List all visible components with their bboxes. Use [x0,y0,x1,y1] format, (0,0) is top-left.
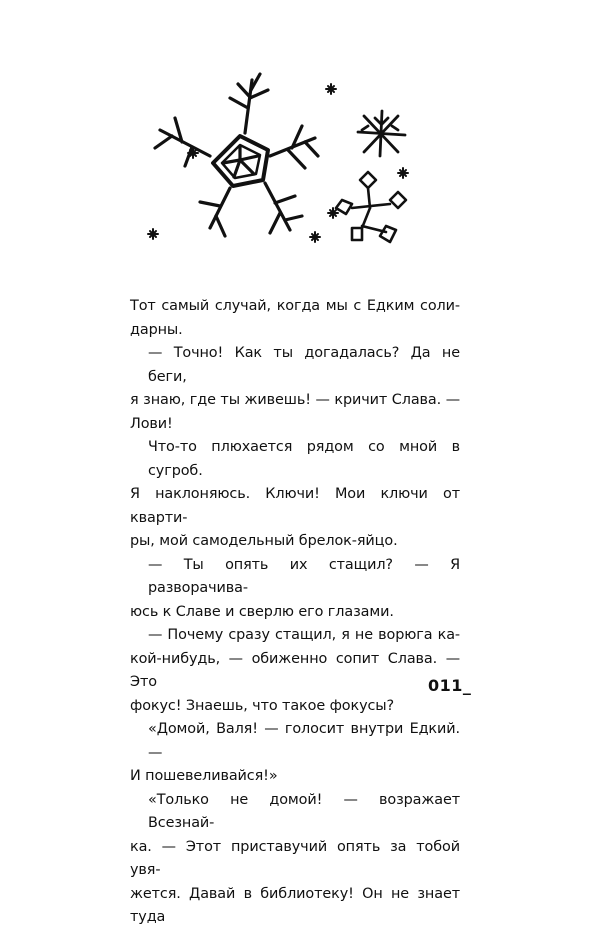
text-line: ры, мой самодельный брелок-яйцо. [130,533,398,549]
page-number: 011_ [428,676,472,695]
text-line: ка. — Этот приставучий опять за тобой увя- [130,838,460,878]
text-line: Я наклоняюсь. Ключи! Мои ключи от кварти- [130,486,460,526]
text-line: И пошевеливайся!» [130,768,278,784]
text-line: фокус! Знаешь, что такое фокусы? [130,697,395,714]
snowflakes-illustration [130,68,460,253]
crystal-snowflake-icon [336,172,406,242]
text-line: жется. Давай в библиотеку! Он не знает туда [130,885,460,925]
small-snowflake-icon [358,111,405,156]
text-line: — Точно! Как ты догадалась? Да не беги, [148,345,460,385]
text-line: дарны. [130,321,183,338]
text-line: «Только не домой! — возражает Всезнай- [148,791,460,831]
text-line: кой-нибудь, — обиженно сопит Слава. — Это [130,650,460,690]
text-line: — Ты опять их стащил? — Я разворачива- [148,556,460,596]
text-line: «Домой, Валя! — голосит внутри Едкий. — [148,721,460,761]
text-line: Что-то плюхается рядом со мной в сугроб. [148,439,460,479]
text-line: юсь к Славе и сверлю его глазами. [130,603,394,620]
big-snowflake-icon [155,74,318,236]
text-line: — Почему сразу стащил, я не ворюга ка- [148,627,460,643]
text-line: Тот самый случай, когда мы с Едким соли- [130,298,460,314]
text-line: Лови! [130,415,173,432]
text-line: я знаю, где ты живешь! — кричит Слава. — [130,392,460,408]
body-text [130,295,460,930]
